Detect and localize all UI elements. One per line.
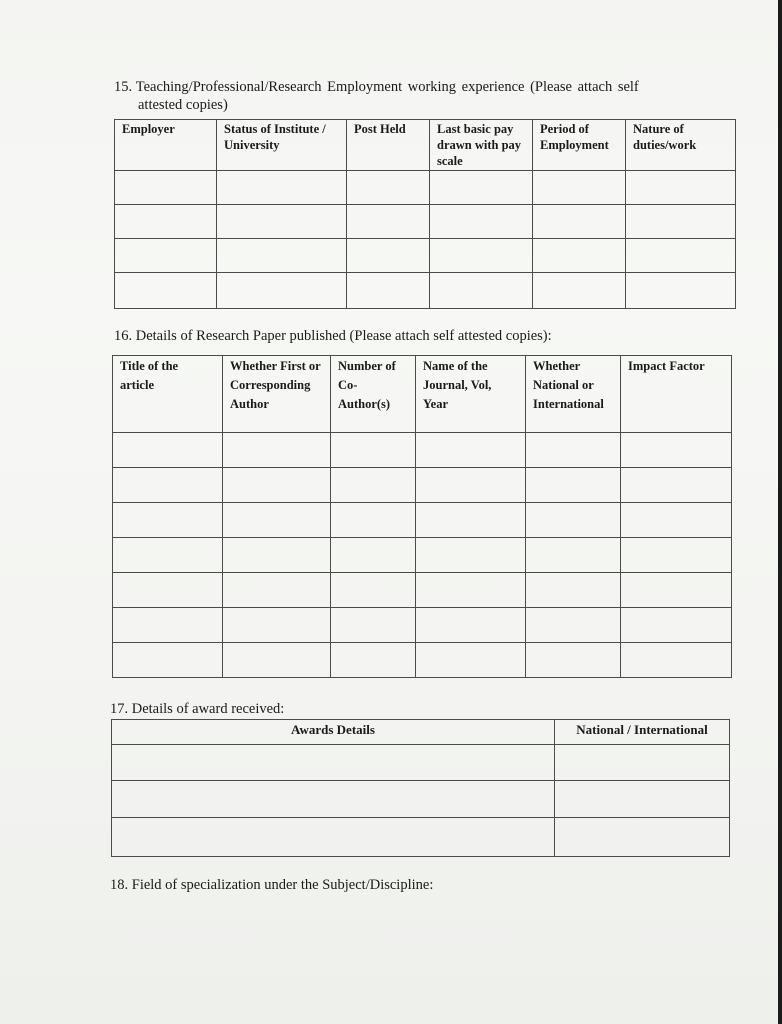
table-row bbox=[115, 205, 736, 239]
blank-cell[interactable] bbox=[113, 503, 223, 538]
table-row bbox=[115, 239, 736, 273]
column-header: Employer bbox=[115, 120, 217, 171]
blank-cell[interactable] bbox=[416, 468, 526, 503]
column-header: Number of Co-Author(s) bbox=[331, 356, 416, 433]
blank-cell[interactable] bbox=[347, 205, 430, 239]
blank-cell[interactable] bbox=[112, 781, 555, 817]
blank-cell[interactable] bbox=[626, 273, 736, 309]
blank-cell[interactable] bbox=[416, 608, 526, 643]
blank-cell[interactable] bbox=[113, 468, 223, 503]
section-17-title-text: Details of award received: bbox=[131, 701, 285, 717]
blank-cell[interactable] bbox=[331, 643, 416, 678]
table-row bbox=[112, 745, 730, 781]
blank-cell[interactable] bbox=[430, 205, 533, 239]
blank-cell[interactable] bbox=[115, 205, 217, 239]
blank-cell[interactable] bbox=[621, 573, 732, 608]
blank-cell[interactable] bbox=[430, 171, 533, 205]
blank-cell[interactable] bbox=[331, 503, 416, 538]
blank-cell[interactable] bbox=[347, 239, 430, 273]
table-row bbox=[115, 273, 736, 309]
blank-cell[interactable] bbox=[526, 608, 621, 643]
column-header: Nature of duties/work bbox=[626, 120, 736, 171]
section-number: 16. bbox=[114, 328, 133, 344]
blank-cell[interactable] bbox=[223, 538, 331, 573]
blank-cell[interactable] bbox=[526, 538, 621, 573]
table-header-row bbox=[112, 720, 730, 745]
table-row bbox=[113, 433, 732, 468]
blank-cell[interactable] bbox=[533, 273, 626, 309]
blank-cell[interactable] bbox=[331, 538, 416, 573]
blank-cell[interactable] bbox=[533, 239, 626, 273]
blank-cell[interactable] bbox=[223, 468, 331, 503]
blank-cell[interactable] bbox=[621, 608, 732, 643]
employment-experience-table bbox=[114, 119, 736, 309]
blank-cell[interactable] bbox=[533, 205, 626, 239]
section-number: 17. bbox=[110, 701, 129, 717]
table-row bbox=[113, 538, 732, 573]
blank-cell[interactable] bbox=[223, 608, 331, 643]
blank-cell[interactable] bbox=[416, 573, 526, 608]
blank-cell[interactable] bbox=[331, 608, 416, 643]
blank-cell[interactable] bbox=[223, 433, 331, 468]
section-15-title-line2: attested copies) bbox=[138, 97, 228, 113]
blank-cell[interactable] bbox=[626, 239, 736, 273]
blank-cell[interactable] bbox=[555, 781, 730, 817]
blank-cell[interactable] bbox=[113, 608, 223, 643]
blank-cell[interactable] bbox=[112, 745, 555, 781]
blank-cell[interactable] bbox=[526, 573, 621, 608]
research-papers-table bbox=[112, 355, 732, 678]
blank-cell[interactable] bbox=[347, 171, 430, 205]
blank-cell[interactable] bbox=[626, 171, 736, 205]
blank-cell[interactable] bbox=[621, 643, 732, 678]
blank-cell[interactable] bbox=[331, 433, 416, 468]
table-row bbox=[113, 468, 732, 503]
table-header-row bbox=[113, 356, 732, 433]
blank-cell[interactable] bbox=[223, 573, 331, 608]
blank-cell[interactable] bbox=[526, 433, 621, 468]
blank-cell[interactable] bbox=[217, 171, 347, 205]
awards-table bbox=[111, 719, 730, 857]
blank-cell[interactable] bbox=[113, 538, 223, 573]
blank-cell[interactable] bbox=[113, 433, 223, 468]
section-number: 18. bbox=[110, 877, 129, 893]
section-number: 15. bbox=[114, 79, 133, 95]
blank-cell[interactable] bbox=[416, 503, 526, 538]
section-17-title bbox=[110, 701, 284, 718]
blank-cell[interactable] bbox=[416, 538, 526, 573]
column-header: Whether First or Corresponding Author bbox=[223, 356, 331, 433]
column-header: National / International bbox=[555, 720, 730, 745]
section-15-title-line1: Teaching/Professional/Research Employment working experience (Please attach self bbox=[135, 79, 639, 95]
blank-cell[interactable] bbox=[217, 205, 347, 239]
blank-cell[interactable] bbox=[217, 273, 347, 309]
blank-cell[interactable] bbox=[113, 643, 223, 678]
blank-cell[interactable] bbox=[626, 205, 736, 239]
blank-cell[interactable] bbox=[621, 503, 732, 538]
column-header: Last basic pay drawn with pay scale bbox=[430, 120, 533, 171]
blank-cell[interactable] bbox=[113, 573, 223, 608]
blank-cell[interactable] bbox=[621, 468, 732, 503]
column-header: Whether National or International bbox=[526, 356, 621, 433]
blank-cell[interactable] bbox=[223, 503, 331, 538]
blank-cell[interactable] bbox=[115, 273, 217, 309]
blank-cell[interactable] bbox=[331, 573, 416, 608]
table-row bbox=[113, 608, 732, 643]
blank-cell[interactable] bbox=[533, 171, 626, 205]
column-header: Title of the article bbox=[113, 356, 223, 433]
column-header: Awards Details bbox=[112, 720, 555, 745]
blank-cell[interactable] bbox=[416, 433, 526, 468]
column-header: Period of Employment bbox=[533, 120, 626, 171]
blank-cell[interactable] bbox=[430, 273, 533, 309]
section-18-title-text: Field of specialization under the Subject/Discipline: bbox=[131, 877, 434, 893]
table-row bbox=[112, 817, 730, 856]
blank-cell[interactable] bbox=[112, 817, 555, 856]
section-15-title bbox=[114, 79, 639, 96]
blank-cell[interactable] bbox=[526, 503, 621, 538]
blank-cell[interactable] bbox=[223, 643, 331, 678]
blank-cell[interactable] bbox=[621, 433, 732, 468]
blank-cell[interactable] bbox=[526, 643, 621, 678]
blank-cell[interactable] bbox=[430, 239, 533, 273]
blank-cell[interactable] bbox=[621, 538, 732, 573]
section-15-title-line2-wrap bbox=[138, 97, 228, 114]
section-18-title bbox=[110, 877, 433, 894]
section-16-title-text: Details of Research Paper published (Please attach self attested copies): bbox=[135, 328, 552, 344]
blank-cell[interactable] bbox=[555, 817, 730, 856]
blank-cell[interactable] bbox=[115, 239, 217, 273]
blank-cell[interactable] bbox=[347, 273, 430, 309]
table-row bbox=[113, 643, 732, 678]
table-row bbox=[112, 781, 730, 817]
table-row bbox=[113, 503, 732, 538]
blank-cell[interactable] bbox=[555, 745, 730, 781]
column-header: Impact Factor bbox=[621, 356, 732, 433]
table-header-row bbox=[115, 120, 736, 171]
section-16-title bbox=[114, 328, 552, 345]
table-row bbox=[113, 573, 732, 608]
blank-cell[interactable] bbox=[416, 643, 526, 678]
column-header: Post Held bbox=[347, 120, 430, 171]
blank-cell[interactable] bbox=[217, 239, 347, 273]
blank-cell[interactable] bbox=[115, 171, 217, 205]
table-row bbox=[115, 171, 736, 205]
column-header: Name of the Journal, Vol, Year bbox=[416, 356, 526, 433]
blank-cell[interactable] bbox=[331, 468, 416, 503]
column-header: Status of Institute / University bbox=[217, 120, 347, 171]
blank-cell[interactable] bbox=[526, 468, 621, 503]
